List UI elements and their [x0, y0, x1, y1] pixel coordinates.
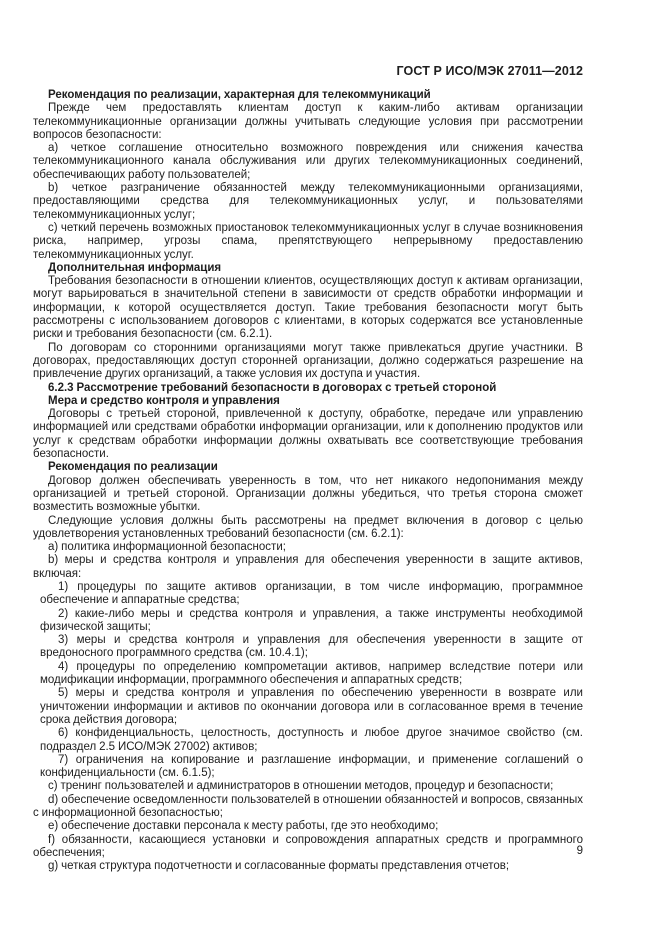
heading-implementation-guidance-telecom: Рекомендация по реализации, характерная для телекоммуникаций — [48, 89, 431, 101]
list-item-a: а) четкое соглашение относительно возможного повреждения или снижения качества телекоммуникационного канала обслуживания или других телекоммуникационных соединений, обеспечивающих работу пользователей; — [33, 142, 583, 181]
paragraph: По договорам со сторонними организациями могут также привлекаться другие участники. В договорах, предоставляющих доступ сторонней организации, должно содержаться разрешение на привлечение других организаций, а также условия их доступа и участия. — [33, 341, 583, 381]
list-item-d: d) обеспечение осведомленности пользователей в отношении обязанностей и вопросов, связанных с информационной безопасностью; — [33, 793, 583, 820]
list-item-f: f) обязанности, касающиеся установки и сопровождения аппаратных средств и программного обеспечения; — [33, 833, 583, 859]
list-item-e: e) обеспечение доставки персонала к месту работы, где это необходимо; — [48, 820, 439, 833]
sub-item-1: 1) процедуры по защите активов организации, в том числе информацию, программное обеспечение и аппаратные средства; — [40, 580, 583, 607]
heading-additional-information: Дополнительная информация — [48, 261, 222, 274]
sub-item-7: 7) ограничения на копирование и разглашение информации, и применение соглашений о конфиденциальности (см. 6.1.5); — [40, 753, 583, 780]
sub-item-6: 6) конфиденциальность, целостность, доступность и любое другое значимое свойство (см. подраздел 2.5 ИСО/МЭК 27002) активов; — [40, 727, 583, 753]
list-item-g: g) четкая структура подотчетности и согласованные форматы представления отчетов; — [48, 860, 510, 873]
paragraph: Договор должен обеспечивать уверенность в том, что нет никакого недопонимания между организацией и третьей стороной. Организации должны убедиться, что третья сторона сможет возместить возможные убытки. — [33, 474, 583, 514]
heading-section-6-2-3: 6.2.3 Рассмотрение требований безопасности в договорах с третьей стороной — [48, 381, 497, 394]
heading-control-measure: Мера и средство контроля и управления — [48, 394, 280, 407]
sub-item-4: 4) процедуры по определению компрометации активов, например вследствие потери или модификации информации, программного обеспечения и аппаратных средств; — [40, 660, 583, 687]
sub-item-3: 3) меры и средства контроля и управления для обеспечения уверенности в защите от вредоносного программного средства (см. 10.4.1); — [40, 634, 583, 660]
running-head-standard-designation: ГОСТ Р ИСО/МЭК 27011—2012 — [396, 64, 583, 78]
list-item-b: b) меры и средства контроля и управления для обеспечения уверенности в защите активов, включая: — [33, 554, 583, 580]
sub-item-2: 2) какие-либо меры и средства контроля и управления, а также инструменты необходимой физической защиты; — [40, 607, 583, 633]
paragraph: Договоры с третьей стороной, привлеченной к доступу, обработке, передаче или управлению информацией или средствами обработки информации организации, или к дополнению продуктов или услуг к средствам обработки информации должны охватывать все соответствующие требования безопасности. — [33, 408, 583, 461]
list-item-c: c) четкий перечень возможных приостановок телекоммуникационных услуг в случае возникновения риска, например, угрозы спама, препятствующего непрерывному предоставлению телекоммуникационных услуг. — [33, 221, 583, 261]
page-number: 9 — [576, 845, 583, 857]
list-item-b: b) четкое разграничение обязанностей между телекоммуникационными организациями, предоставляющими средства для телекоммуникационных услуг, и пользователями телекоммуникационных услуг; — [33, 182, 583, 221]
paragraph: Следующие условия должны быть рассмотрены на предмет включения в договор с целью удовлетворения установленных требований безопасности (см. 6.2.1): — [33, 514, 583, 540]
document-body — [33, 89, 583, 874]
paragraph: Требования безопасности в отношении клиентов, осуществляющих доступ к активам организации, могут варьироваться в значительной степени в зависимости от средств обработки информации и информации, к которой осуществляется доступ. Такие требования безопасности могут быть рассмотрены с использованием договоров с клиентами, в которых содержатся все установленные риски и требования безопасности (см. 6.2.1). — [33, 275, 583, 341]
list-item-c: c) тренинг пользователей и администраторов в отношении методов, процедур и безопасности; — [48, 780, 554, 793]
list-item-a: a) политика информационной безопасности; — [48, 541, 286, 554]
heading-implementation-guidance: Рекомендация по реализации — [48, 461, 218, 474]
paragraph: Прежде чем предоставлять клиентам доступ к каким-либо активам организации телекоммуникационные организации должны учитывать следующие условия при рассмотрении вопросов безопасности: — [33, 102, 583, 141]
sub-item-5: 5) меры и средства контроля и управления по обеспечению уверенности в возврате или уничтожении информации и активов по окончании договора или в согласованное время в течение срока действия договора; — [40, 687, 583, 726]
